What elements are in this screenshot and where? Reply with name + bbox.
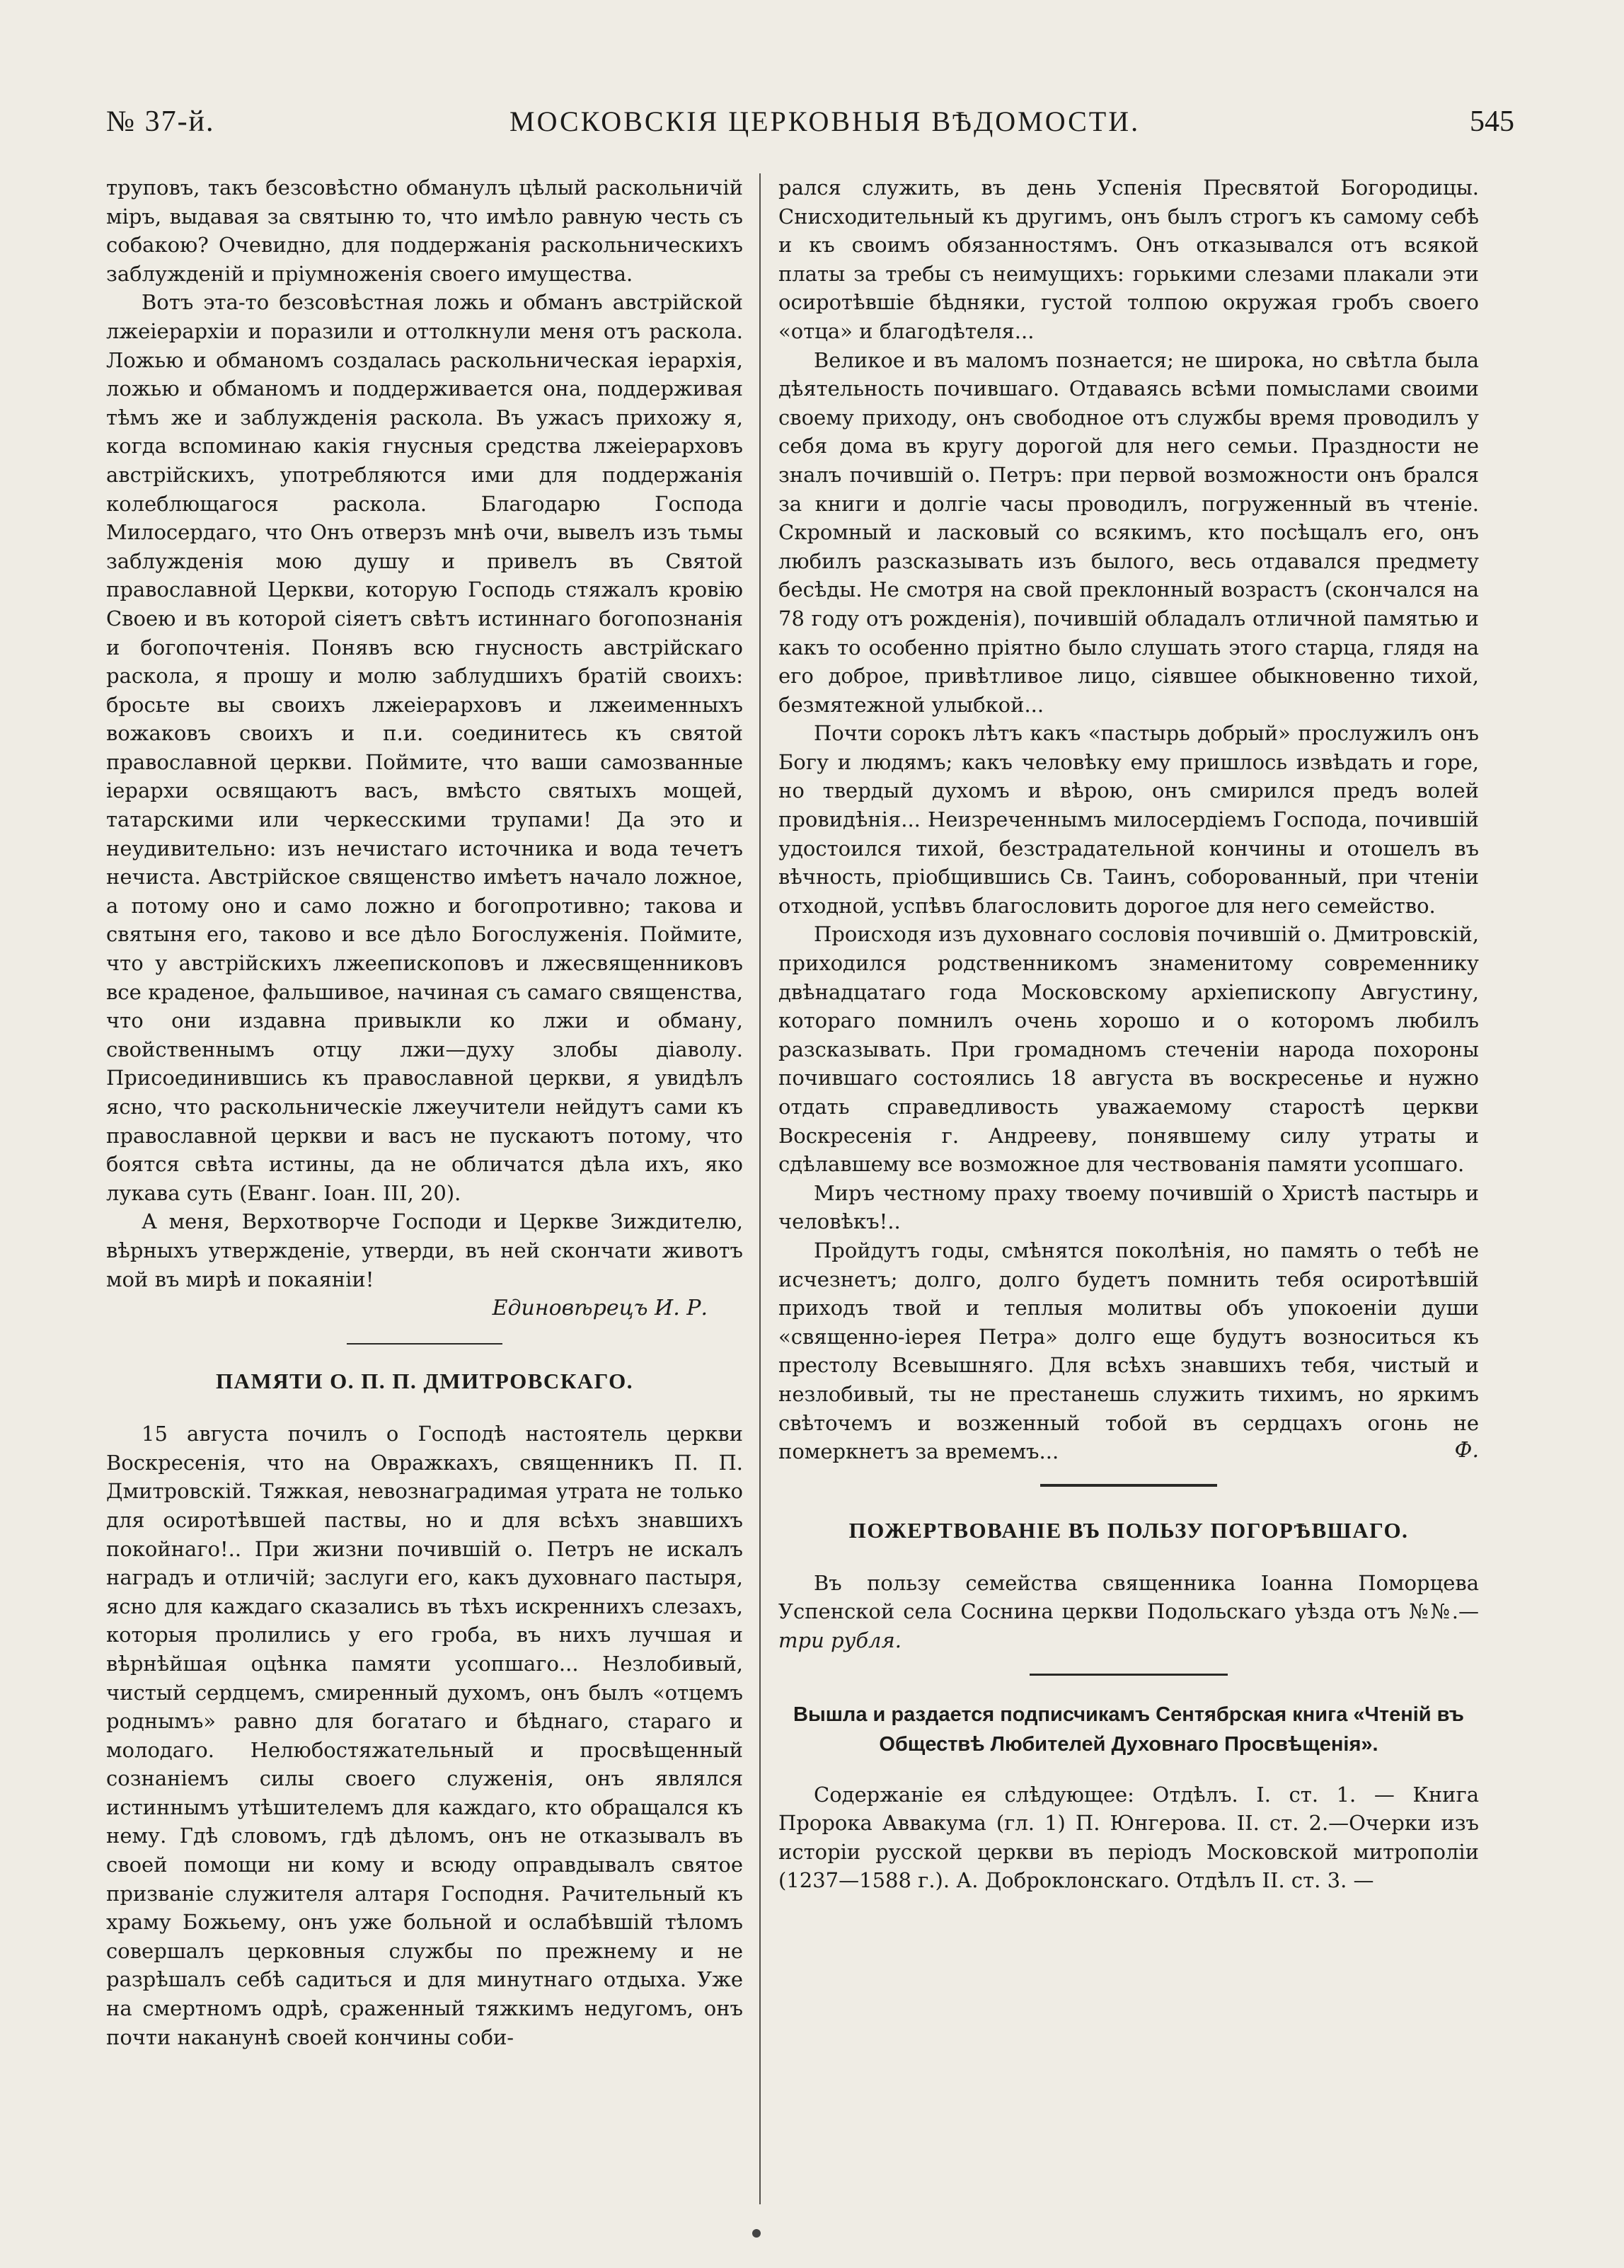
divider bbox=[1040, 1484, 1217, 1487]
article-heading: ПАМЯТИ О. П. П. ДМИТРОВСКАГО. bbox=[215, 1369, 633, 1394]
paragraph: Вотъ эта-то безсовѣстная ложь и обманъ австрійской лжеіерархіи и поразили и оттолкнули меня отъ раскола. Ложью и обманомъ создалась раскольническая іерархія, ложью и обманомъ и поддерживается она, поддерживая тѣмъ же и заблужденія раскола. Въ ужасъ прихожу я, когда вспоминаю какія гнусныя средства лжеіерарховъ австрійскихъ, употребляются ими для поддержанія колеблющагося раскола. Благодарю Господа Милосердаго, что Онъ отверзъ мнѣ очи, вывелъ изъ тьмы заблужденія мою душу и привелъ въ Святой православной Церкви, которую Господь стяжалъ кровію Своею и въ которой сіяетъ свѣтъ истиннаго богопознанія и богопочтенія. Понявъ всю гнусность австрійскаго раскола, я прошу и молю заблудшихъ братій своихъ: бросьте вы своихъ лжеіерарховъ и лжеименныхъ вожаковъ своихъ и п.и. соединитесь къ святой православной церкви. Поймите, что ваши самозванные іерархи освящаютъ васъ, вмѣсто святыхъ мощей, татарскими или черкесскими трупами! Да это и неудивительно: изъ нечистаго источника и вода течетъ нечиста. Австрійское священство имѣетъ начало ложное, а потому оно и само ложно и богопротивно; такова и святыня его, таково и все дѣло Богослуженія. Поймите, что у австрійскихъ лжеепископовъ и лжесвященниковъ все краденое, фальшивое, начиная съ самаго священства, что они издавна привыкли ко лжи и обману, свойственнымъ отцу лжи—духу злобы діаволу. Присоединившись къ православной церкви, я увидѣлъ ясно, что раскольническіе лжеучители нейдутъ сами къ православной церкви и васъ не пускаютъ потому, что боятся свѣта истины, да не обличатся дѣла ихъ, яко лукава суть (Еванг. Іоан. III, 20). bbox=[106, 290, 743, 1205]
divider bbox=[1030, 1674, 1228, 1676]
issue-number: № 37-й. bbox=[106, 105, 215, 138]
contents-paragraph: Содержаніе ея слѣдующее: Отдѣлъ. I. ст. 1. — Книга Пророка Аввакума (гл. 1) П. Юнгерова. II. ст. 2.—Очерки изъ исторіи русской церкви въ періодъ Московской митрополіи (1237—1588 г.). А. Доброклонскаго. Отдѣлъ II. ст. 3. — bbox=[778, 1782, 1479, 1893]
paragraph: Миръ честному праху твоему почившій о Христѣ пастырь и человѣкъ!.. bbox=[778, 1180, 1479, 1234]
paragraph: А меня, Верхотворче Господи и Церкве Зиждителю, вѣрныхъ утвержденіе, утверди, въ ней скончати животъ мой въ мирѣ и покаяніи! bbox=[106, 1209, 743, 1291]
paragraph: труповъ, такъ безсовѣстно обманулъ цѣлый раскольничій міръ, выдавая за святыню то, что имѣло равную честь съ собакою? Очевидно, для поддержанія раскольническихъ заблужденій и пріумноженія своего имущества. bbox=[106, 175, 743, 286]
signature: Единовѣрецъ И. Р. bbox=[492, 1296, 708, 1321]
left-column bbox=[106, 173, 743, 2051]
signature: Ф. bbox=[1454, 1437, 1479, 1463]
newspaper-title: МОСКОВСКІЯ ЦЕРКОВНЫЯ ВѢДОМОСТИ. bbox=[509, 105, 1141, 137]
ink-spot bbox=[752, 2229, 761, 2238]
paragraph: Почти сорокъ лѣтъ какъ «пастырь добрый» прослужилъ онъ Богу и людямъ; какъ человѣку ему пришлось извѣдать и горе, но твердый духомъ и вѣрою, онъ смирился предъ волей провидѣнія... Неизреченнымъ милосердіемъ Господа, почившій удостоился тихой, безстрадательной кончины и отошелъ въ вѣчность, пріобщившись Св. Таинъ, соборованный, при чтеніи отходной, успѣвъ благословить дорогое для него семейство. bbox=[778, 721, 1479, 918]
page-header bbox=[106, 105, 1514, 147]
paragraph: Происходя изъ духовнаго сословія почившій о. Дмитровскій, приходился родственникомъ знаменитому современнику двѣнадцатаго года Московскому архіепископу Августину, котораго помнилъ очень хорошо и о которомъ любилъ разсказывать. При громадномъ стеченіи народа похороны почившаго состоялись 18 августа въ воскресенье и нужно отдать справедливость уважаемому старостѣ церкви Воскресенія г. Андрееву, понявшему силу утраты и сдѣлавшему все возможное для чествованія памяти усопшаго. bbox=[778, 922, 1479, 1177]
paragraph: 15 августа почилъ о Господѣ настоятель церкви Воскресенія, что на Овражкахъ, священникъ П. П. Дмитровскій. Тяжкая, невознаградимая утрата не только для осиротѣвшей паствы, но и для всѣхъ знавшихъ покойнаго!.. При жизни почившій о. Петръ не искалъ наградъ и отличій; заслуги его, какъ духовнаго пастыря, ясно для каждаго сказались въ тѣхъ искреннихъ слезахъ, которыя пролились у его гроба, въ нихъ лучшая и вѣрнѣйшая оцѣнка памяти усопшаго... Незлобивый, чистый сердцемъ, смиренный духомъ, онъ былъ «отцемъ роднымъ» равно для богатаго и бѣднаго, стараго и молодаго. Нелюбостяжательный и просвѣщенный сознаніемъ силы своего служенія, онъ являлся истиннымъ утѣшителемъ для каждаго, кто обращался къ нему. Гдѣ словомъ, гдѣ дѣломъ, онъ не отказывалъ въ своей помощи ни кому и всюду оправдывалъ святое призваніе служителя алтаря Господня. Рачительный къ храму Божьему, онъ уже больной и ослабѣвшій тѣломъ совершалъ церковныя службы по прежнему и не разрѣшалъ себѣ садиться и для минутнаго отдыха. Уже на смертномъ одрѣ, сраженный тяжкимъ недугомъ, онъ почти наканунѣ своей кончины соби- bbox=[106, 1422, 743, 2049]
donation-amount: три рубля. bbox=[778, 1628, 902, 1652]
article-heading: ПОЖЕРТВОВАНІЕ ВЪ ПОЛЬЗУ ПОГОРѢВШАГО. bbox=[848, 1517, 1409, 1543]
divider bbox=[347, 1343, 502, 1345]
publication-notice: Вышла и раздается подписчикамъ Сентябрская книга «Чтеній въ Обществѣ Любителей Духовнаго Просвѣщенія». bbox=[793, 1703, 1464, 1756]
donation-paragraph bbox=[778, 1569, 1479, 1655]
paragraph: Пройдутъ годы, смѣнятся поколѣнія, но память о тебѣ не исчезнетъ; долго, долго будетъ помнить тебя осиротѣвшій приходъ твой и теплыя молитвы объ упокоеніи души «священно-іерея Петра» долго еще будутъ возноситься къ престолу Всевышняго. Для всѣхъ знавшихъ тебя, чистый и незлобивый, ты не престанешь служить тихимъ, но яркимъ свѣточемъ и возженный тобой въ сердцахъ огонь не померкнетъ за времемъ... bbox=[778, 1238, 1479, 1464]
right-column bbox=[778, 173, 1479, 1895]
paragraph: рался служить, въ день Успенія Пресвятой Богородицы. Снисходительный къ другимъ, онъ былъ строгъ къ самому себѣ и къ своимъ обязанностямъ. Онъ отказывался отъ всякой платы за требы съ неимущихъ: горькими слезами плакали эти осиротѣвшіе бѣдняки, густой толпою окружая гробъ своего «отца» и благодѣтеля... bbox=[778, 175, 1479, 343]
column-divider bbox=[759, 173, 761, 2204]
donation-text: Въ пользу семейства священника Іоанна Поморцева Успенской села Соснина церкви Подольскаго уѣзда отъ №№.— bbox=[778, 1570, 1479, 1624]
page-number: 545 bbox=[1470, 105, 1514, 138]
paragraph: Великое и въ маломъ познается; не широка, но свѣтла была дѣятельность почившаго. Отдаваясь всѣми помыслами своими своему приходу, онъ свободное отъ службы время проводилъ у себя дома въ кругу дорогой для него семьи. Праздности не зналъ почившій о. Петръ: при первой возможности онъ брался за книги и долгіе часы проводилъ, погруженный въ чтеніе. Скромный и ласковый со всякимъ, кто посѣщалъ его, онъ любилъ разсказывать изъ былого, весь отдавался предмету бесѣды. Не смотря на свой преклонный возрастъ (скончался на 78 году отъ рожденія), почившій обладалъ отличной памятью и какъ то особенно пріятно было слушать этого старца, глядя на его доброе, привѣтливое лицо, сіявшее обыкновенно тихой, безмятежной улыбкой... bbox=[778, 347, 1479, 717]
